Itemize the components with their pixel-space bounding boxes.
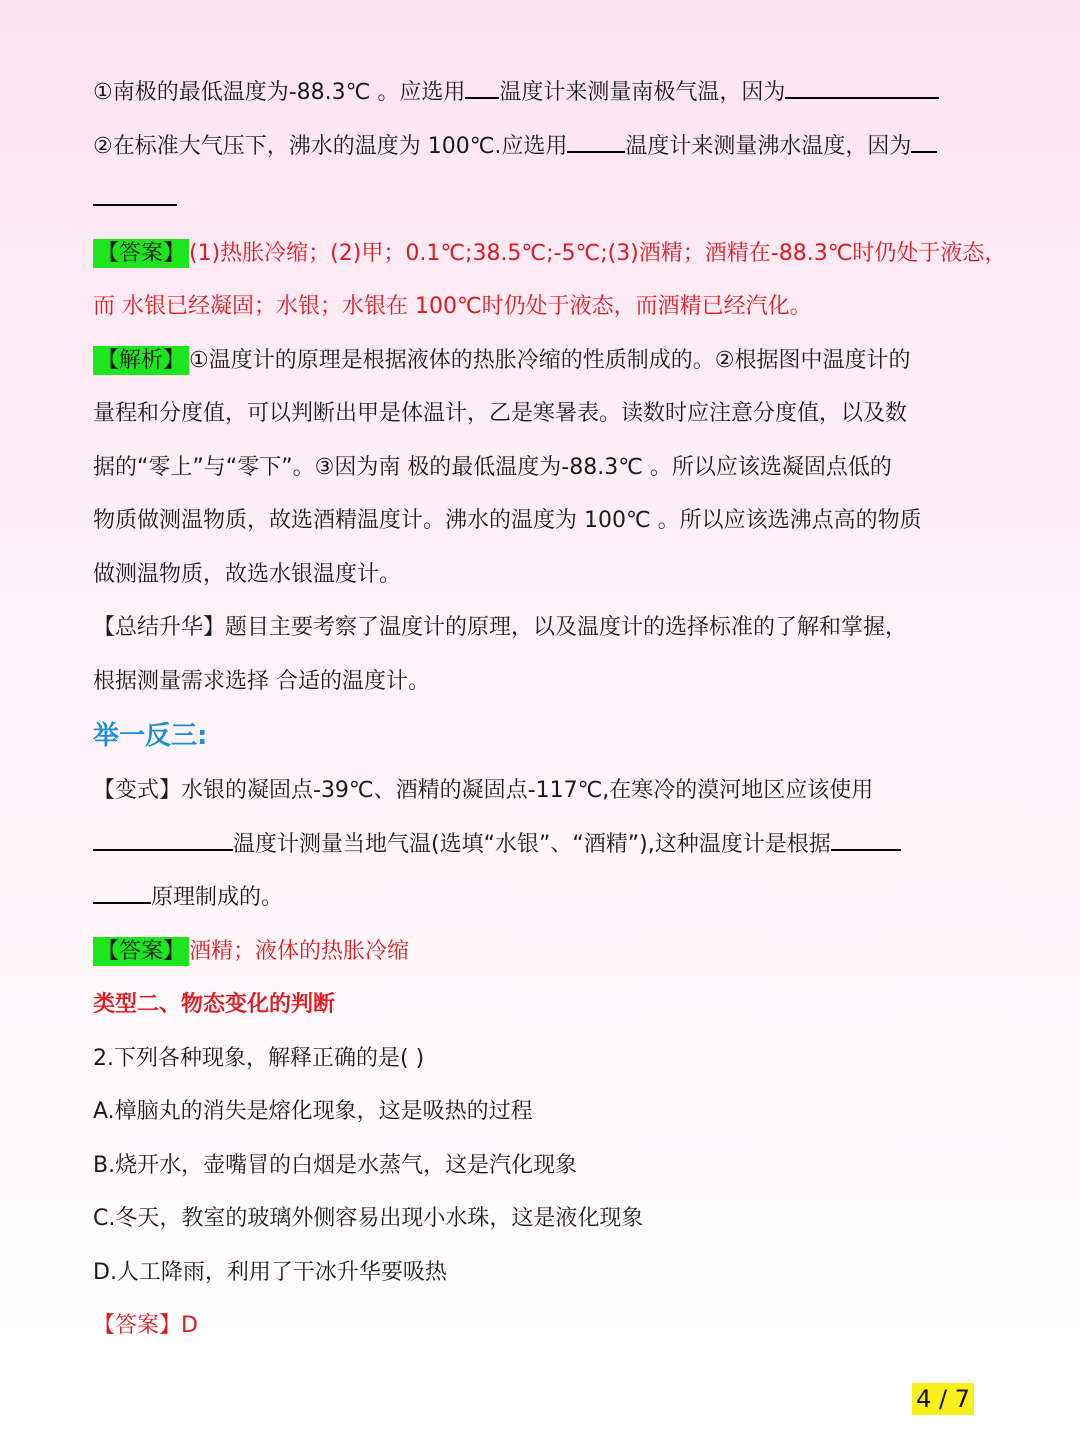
summary-line-2: 根据测量需求选择 合适的温度计。 <box>93 668 430 694</box>
answer-blank <box>567 129 625 153</box>
answer-blank <box>785 75 939 99</box>
answer-1-line-2: 而 水银已经凝固；水银；水银在 100℃时仍处于液态，而酒精已经汽化。 <box>93 294 812 319</box>
question-1-line-3 <box>93 173 992 227</box>
section-2-heading: 类型二、物态变化的判断 <box>93 992 336 1017</box>
option-b: B.烧开水，壶嘴冒的白烟是水蒸气，这是汽化现象 <box>93 1152 578 1178</box>
analysis-text: ①温度计的原理是根据液体的热胀冷缩的性质制成的。②根据图中温度计的 <box>189 347 911 373</box>
practice-line-1: 【变式】水银的凝固点-39℃、酒精的凝固点-117℃,在寒冷的漠河地区应该使用 <box>93 778 874 803</box>
practice-heading: 举一反三: <box>93 721 208 751</box>
practice-text: 温度计测量当地气温(选填“水银”、“酒精”),这种温度计是根据 <box>233 831 831 857</box>
question-text: 温度计来测量南极气温，因为 <box>499 80 786 105</box>
answer-tag: 【答案】 <box>93 239 189 268</box>
analysis-tag: 【解析】 <box>93 346 189 375</box>
answer-1-line-1 <box>93 227 1007 281</box>
page-number: 4 / 7 <box>912 1383 974 1415</box>
analysis-line-3: 据的“零上”与“零下”。③因为南 极的最低温度为-88.3℃ 。所以应该选凝固点低的 <box>93 454 892 480</box>
option-d: D.人工降雨，利用了干冰升华要吸热 <box>93 1259 447 1285</box>
answer-blank <box>831 827 901 851</box>
question-1-line-1 <box>93 66 992 120</box>
analysis-line-2: 量程和分度值，可以判断出甲是体温计，乙是寒暑表。读数时应注意分度值，以及数 <box>93 401 908 426</box>
question-text: 温度计来测量沸水温度，因为 <box>625 133 912 159</box>
option-c: C.冬天，教室的玻璃外侧容易出现小水珠，这是液化现象 <box>93 1206 644 1231</box>
practice-line-2 <box>93 818 992 872</box>
analysis-line-4: 物质做测温物质，故选酒精温度计。沸水的温度为 100℃ 。所以应该选沸点高的物质 <box>93 508 922 533</box>
question-1-line-2 <box>93 120 992 174</box>
answer-blank <box>93 880 151 904</box>
answer-blank <box>911 129 937 153</box>
practice-text: 原理制成的。 <box>151 885 284 910</box>
analysis-line-1 <box>93 334 992 388</box>
question-2: 2.下列各种现象，解释正确的是( ) <box>93 1045 425 1071</box>
question-text: ②在标准大气压下，沸水的温度为 100℃.应选用 <box>93 133 568 159</box>
answer-blank <box>93 827 233 851</box>
answer-text: (1)热胀冷缩；(2)甲；0.1℃;38.5℃;-5℃;(3)酒精；酒精在-88.3℃时仍处于液态， <box>189 240 1007 266</box>
summary-line-1: 【总结升华】题目主要考察了温度计的原理，以及温度计的选择标准的了解和掌握， <box>93 615 908 640</box>
option-a: A.樟脑丸的消失是熔化现象，这是吸热的过程 <box>93 1099 533 1124</box>
question-2-answer: 【答案】D <box>93 1313 198 1338</box>
analysis-line-5: 做测温物质，故选水银温度计。 <box>93 561 402 587</box>
answer-blank <box>93 182 177 206</box>
question-text: ①南极的最低温度为-88.3℃ 。应选用 <box>93 80 466 105</box>
answer-tag: 【答案】 <box>93 937 189 966</box>
practice-line-3 <box>93 871 992 925</box>
answer-blank <box>465 75 499 99</box>
answer-text: 酒精；液体的热胀冷缩 <box>189 938 410 964</box>
practice-answer <box>93 925 992 979</box>
